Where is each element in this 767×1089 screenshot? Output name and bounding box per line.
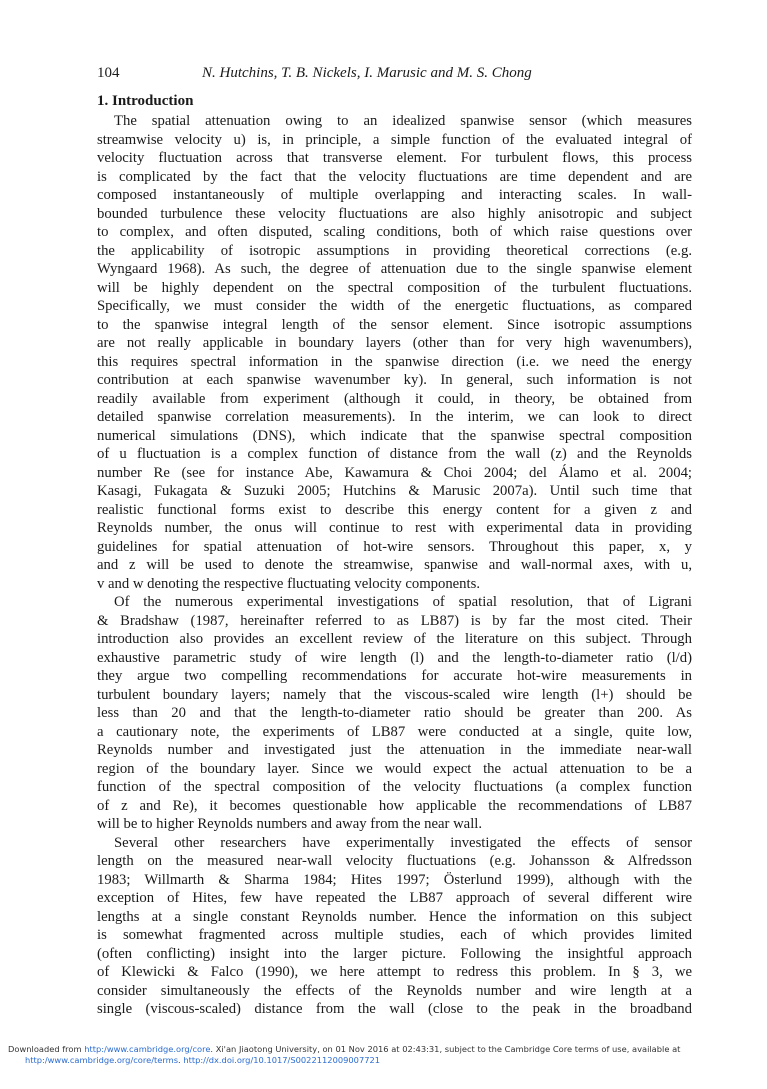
text-line: number Re (see for instance Abe, Kawamura & Choi 2004; del Álamo et al. 2004; (97, 464, 692, 481)
section-heading: 1. Introduction (97, 93, 194, 109)
page-header (97, 63, 692, 83)
text-line: v and w denoting the respective fluctuating velocity components. (97, 575, 480, 592)
text-line: the applicability of isotropic assumptions in providing theoretical corrections (e.g. (97, 242, 692, 259)
text-line: to complex, and often disputed, scaling conditions, both of which raise questions over (97, 224, 692, 240)
text-line: exception of Hites, few have repeated the LB87 approach of several different wire (97, 890, 692, 906)
text-line: of Klewicki & Falco (1990), we here attempt to redress this problem. In § 3, we (97, 964, 692, 980)
text-line: exhaustive parametric study of wire length (l) and the length-to-diameter ratio (l/d) (97, 649, 692, 666)
text-line: Of the numerous experimental investigations of spatial resolution, that of Ligrani (114, 594, 692, 610)
text-line: will be to higher Reynolds numbers and away from the near wall. (97, 816, 483, 832)
download-footer (0, 1044, 767, 1066)
text-line: consider simultaneously the effects of the Reynolds number and wire length at a (97, 982, 692, 999)
text-line: velocity fluctuation across that transverse element. For turbulent flows, this process (97, 150, 692, 166)
text-line: are not really applicable in boundary layers (other than for very high wavenumbers), (97, 335, 692, 351)
text-line: to the spanwise integral length of the sensor element. Since isotropic assumptions (97, 316, 692, 333)
text-line: guidelines for spatial attenuation of hot-wire sensors. Throughout this paper, x, y (97, 538, 692, 555)
text-line: composed instantaneously of multiple overlapping and interacting scales. In wall- (97, 187, 692, 203)
footer-line-2 (0, 1055, 767, 1066)
text-line: detailed spanwise correlation measurements). In the interim, we can look to direct (97, 409, 692, 425)
footer-line-1 (0, 1044, 767, 1055)
text-line: streamwise velocity u) is, in principle, a simple function of the evaluated integral of (97, 131, 692, 148)
text-line: readily available from experiment (although it could, in theory, be obtained from (97, 390, 692, 407)
text-line: they argue two compelling recommendations for accurate hot-wire measurements in (97, 668, 692, 684)
text-line: 1983; Willmarth & Sharma 1984; Hites 1997; Österlund 1999), although with the (97, 871, 692, 888)
text-line: region of the boundary layer. Since we would expect the actual attenuation to be a (97, 760, 692, 777)
text-line: Reynolds number and investigated just the attenuation in the immediate near-wall (97, 742, 692, 758)
terms-link[interactable]: http:/www.cambridge.org/core/terms (25, 1055, 179, 1065)
text-line: less than 20 and that the length-to-diameter ratio should be greater than 200. As (97, 705, 692, 721)
body-text (97, 112, 692, 1019)
text-line: a cautionary note, the experiments of LB87 were conducted at a single, quite low, (97, 723, 692, 740)
text-line: length on the measured near-wall velocity fluctuations (e.g. Johansson & Alfredsson (97, 853, 692, 869)
paragraph (97, 834, 692, 1019)
text-line: of z and Re), it becomes questionable how applicable the recommendations of LB87 (97, 797, 692, 814)
text-line: realistic functional forms exist to describe this energy content for a given z and (97, 501, 692, 518)
doi-link[interactable]: http://dx.doi.org/10.1017/S0022112009007721 (183, 1055, 381, 1065)
text-line: Reynolds number, the onus will continue to rest with experimental data in providing (97, 520, 692, 536)
text-line: (often conflicting) insight into the larger picture. Following the insightful approach (97, 945, 692, 962)
footer-notice: . Xi'an Jiaotong University, on 01 Nov 2016 at 02:43:31, subject to the Cambridge Core terms of use, available at (210, 1044, 681, 1054)
text-line: is somewhat fragmented across multiple studies, each of which provides limited (97, 927, 692, 943)
text-line: and z will be used to denote the streamwise, spanwise and wall-normal axes, with u, (97, 557, 692, 573)
text-line: Several other researchers have experimentally investigated the effects of sensor (114, 834, 692, 851)
cambridge-core-link[interactable]: http:/www.cambridge.org/core (84, 1044, 211, 1054)
paragraph (97, 112, 692, 593)
text-line: single (viscous-scaled) distance from the wall (close to the peak in the broadband (97, 1001, 692, 1017)
text-line: will be highly dependent on the spectral composition of the turbulent fluctuations. (97, 279, 692, 296)
text-line: turbulent boundary layers; namely that the viscous-scaled wire length (l+) should be (97, 686, 692, 703)
text-line: is complicated by the fact that the velocity fluctuations are time dependent and are (97, 168, 692, 185)
text-line: Kasagi, Fukagata & Suzuki 2005; Hutchins & Marusic 2007a). Until such time that (97, 483, 692, 499)
text-line: contribution at each spanwise wavenumber ky). In general, such information is not (97, 372, 692, 388)
text-line: lengths at a single constant Reynolds number. Hence the information on this subject (97, 908, 692, 925)
page-number: 104 (97, 65, 120, 81)
running-head: N. Hutchins, T. B. Nickels, I. Marusic and M. S. Chong (202, 65, 532, 81)
text-line: introduction also provides an excellent review of the literature on this subject. Through (97, 631, 692, 647)
text-line: Specifically, we must consider the width of the energetic fluctuations, as compared (97, 298, 692, 314)
text-line: bounded turbulence these velocity fluctuations are also highly anisotropic and subject (97, 205, 692, 222)
text-line: numerical simulations (DNS), which indicate that the spanwise spectral composition (97, 427, 692, 444)
text-line: Wyngaard 1968). As such, the degree of attenuation due to the single spanwise element (97, 261, 692, 277)
footer-prefix: Downloaded from (8, 1044, 85, 1054)
paragraph (97, 593, 692, 834)
text-line: The spatial attenuation owing to an idealized spanwise sensor (which measures (114, 113, 692, 129)
text-line: function of the spectral composition of the velocity fluctuations (a complex function (97, 779, 692, 795)
text-line: this requires spectral information in the spanwise direction (i.e. we need the energy (97, 353, 692, 370)
text-line: of u fluctuation is a complex function of distance from the wall (z) and the Reynolds (97, 446, 692, 462)
text-line: & Bradshaw (1987, hereinafter referred to as LB87) is by far the most cited. Their (97, 612, 692, 629)
footer-separator: . (178, 1055, 184, 1065)
